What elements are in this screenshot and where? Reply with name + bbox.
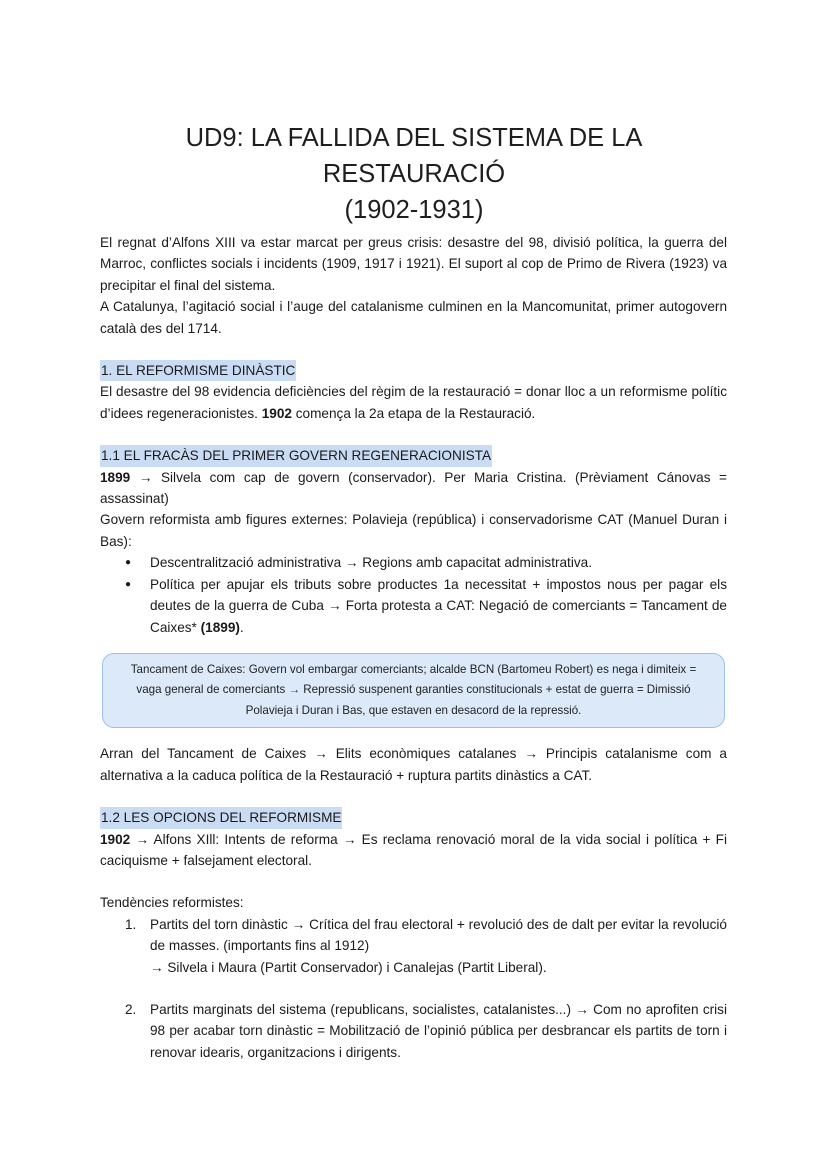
section-1 (100, 360, 727, 424)
numbered-list (100, 914, 727, 1063)
tendencies-label: Tendències reformistes: (100, 895, 244, 911)
bullet-item: ● Política per apujar els tributs sobre productes 1a necessitat + impostos nous per pagar els deutes de la guerra de Cuba → Forta protesta a CAT: Negació de comerciants = Tancament de Caixes* (1899). (150, 574, 727, 638)
section-1-1-line-1: 1899 → Silvela com cap de govern (conservador). Per Maria Cristina. (Prèviament Cánovas = assassinat) (100, 469, 727, 507)
title-line-1: UD9: LA FALLIDA DEL SISTEMA DE LA RESTAURACIÓ (185, 124, 643, 188)
intro-paragraph-1: El regnat d’Alfons XIII va estar marcat per greus crisis: desastre del 98, divisió política, la guerra del Marroc, conflictes socials i incidents (1909, 1917 i 1921). El suport al cop de Primo de Rivera (1923) va precipitar el final del sistema. (100, 235, 727, 293)
section-1-heading: 1. EL REFORMISME DINÀSTIC (100, 360, 296, 381)
bullet-item: ● Descentralització administrativa → Regions amb capacitat administrativa. (150, 552, 727, 573)
section-1-1 (100, 445, 727, 786)
callout-box: Tancament de Caixes: Govern vol embargar comerciants; alcalde BCN (Bartomeu Robert) es nega i dimiteix = vaga general de comerciants → Repressió suspenent garanties constitucionals + estat de guerra = Dimissió Polavieja i Duran i Bas, que estaven en desacord de la repressió. (102, 653, 725, 729)
page-title (100, 120, 728, 228)
intro-paragraph-2: A Catalunya, l’agitació social i l’auge del catalanisme culminen en la Mancomunitat, primer autogovern català des del 1714. (100, 299, 727, 336)
section-1-1-after: Arran del Tancament de Caixes → Elits econòmiques catalanes → Principis catalanisme com a alternativa a la caduca política de la Restauració + ruptura partits dinàstics a CAT. (100, 746, 727, 783)
section-1-2-line-1: 1902 → Alfons XIll: Intents de reforma → Es reclama renovació moral de la vida social i política + Fi caciquisme + falsejament electoral. (100, 831, 727, 869)
document-body (100, 232, 727, 1063)
list-item: 2. Partits marginats del sistema (republicans, socialistes, catalanistes...) → Com no aprofiten crisi 98 per acabar torn dinàstic = Mobilització de l’opinió pública per desbrancar els partits de torn i renovar idearis, organitzacions i dirigents. (125, 1002, 727, 1060)
bullet-list (100, 552, 727, 638)
section-1-text: El desastre del 98 evidencia deficiències del règim de la restauració = donar lloc a un reformisme polític d’idees regeneracionistes. 1902 comença la 2a etapa de la Restauració. (100, 384, 727, 421)
section-1-2 (100, 807, 727, 1063)
section-1-1-line-2: Govern reformista amb figures externes: Polavieja (república) i conservadorisme CAT (Manuel Duran i Bas): (100, 512, 727, 549)
section-1-2-heading: 1.2 LES OPCIONS DEL REFORMISME (100, 807, 342, 828)
section-1-1-heading: 1.1 EL FRACÀS DEL PRIMER GOVERN REGENERACIONISTA (100, 445, 492, 466)
title-line-2: (1902-1931) (344, 196, 484, 224)
list-item: 1. Partits del torn dinàstic → Crítica del frau electoral + revolució des de dalt per evitar la revolució de masses. (importants fins al 1912) → Silvela i Maura (Partit Conservador) i Canalejas (Partit Liberal). (125, 916, 727, 975)
